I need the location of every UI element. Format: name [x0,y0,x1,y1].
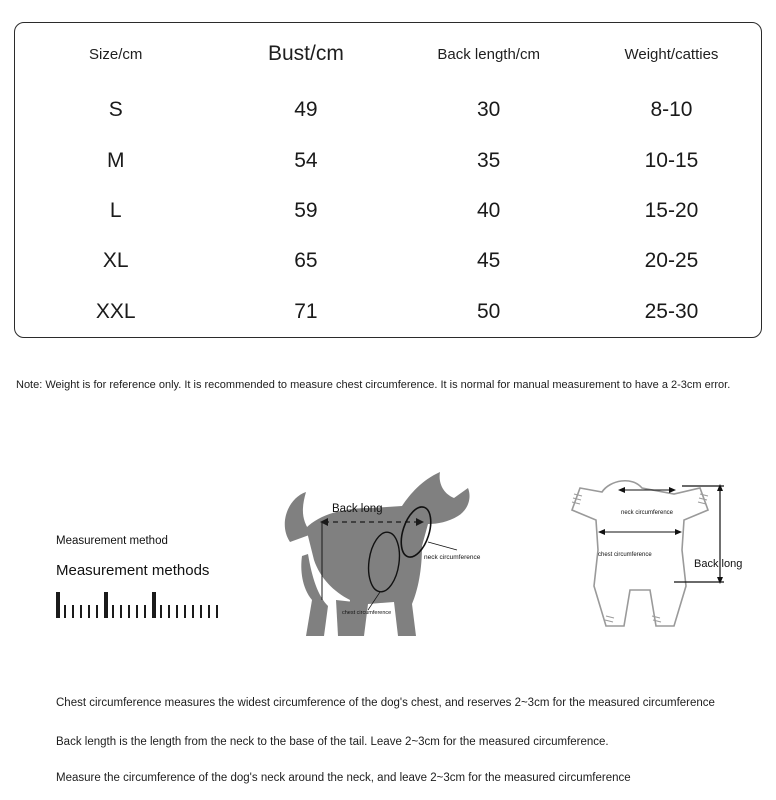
cell-size: XXL [95,299,136,323]
column-header-bust: Bust/cm [267,42,344,65]
label-chest-circumference-garment: chest circumference [598,552,652,558]
cell-back-length: 40 [477,198,501,222]
cell-size: L [109,198,122,222]
column-header-size: Size/cm [89,45,143,63]
measurement-method-label: Measurement method [56,535,168,547]
cell-weight: 10-15 [644,148,699,172]
cell-weight: 25-30 [644,299,699,323]
cell-bust: 71 [294,299,318,323]
cell-weight: 20-25 [644,249,699,273]
description-chest: Chest circumference measures the widest circumference of the dog's chest, and reserves 2~3cm for the measured circumference [56,697,715,709]
cell-bust: 49 [294,98,318,122]
cell-bust: 59 [294,198,318,222]
cell-bust: 54 [294,148,318,172]
illustration-band [0,440,776,680]
table-row [15,287,761,337]
cell-back-length: 30 [477,98,501,122]
label-neck-circumference: neck circumference [424,554,481,561]
garment-outline-diagram [524,450,754,660]
label-back-long-garment: Back long [694,558,743,570]
cell-back-length: 50 [477,299,501,323]
cell-back-length: 45 [477,249,501,273]
dog-silhouette-diagram [272,450,497,665]
column-header-weight: Weight/catties [624,45,719,63]
column-header-back-length: Back length/cm [437,45,540,63]
measurement-methods-title: Measurement methods [56,562,210,579]
cell-size: M [106,148,125,172]
label-back-long: Back long [332,503,383,515]
table-row [15,236,761,286]
description-back-length: Back length is the length from the neck to the base of the tail. Leave 2~3cm for the measured circumference. [56,736,609,748]
cell-weight: 15-20 [644,198,699,222]
note-text: Note: Weight is for reference only. It is recommended to measure chest circumference. It is normal for manual measurement to have a 2-3cm error. [16,379,731,391]
size-chart-card [14,22,762,338]
table-row [15,85,761,135]
table-row [15,186,761,236]
description-neck: Measure the circumference of the dog's neck around the neck, and leave 2~3cm for the measured circumference [56,772,631,784]
cell-size: XL [102,249,129,273]
cell-weight: 8-10 [650,98,693,122]
table-row [15,135,761,185]
cell-back-length: 35 [477,148,501,172]
cell-size: S [108,98,123,122]
label-chest-circumference: chest circumference [342,610,392,616]
cell-bust: 65 [294,249,318,273]
label-neck-circumference-garment: neck circumference [621,510,674,516]
ruler-icon [56,592,224,618]
size-chart-table [15,23,761,337]
table-header-row [15,23,761,85]
